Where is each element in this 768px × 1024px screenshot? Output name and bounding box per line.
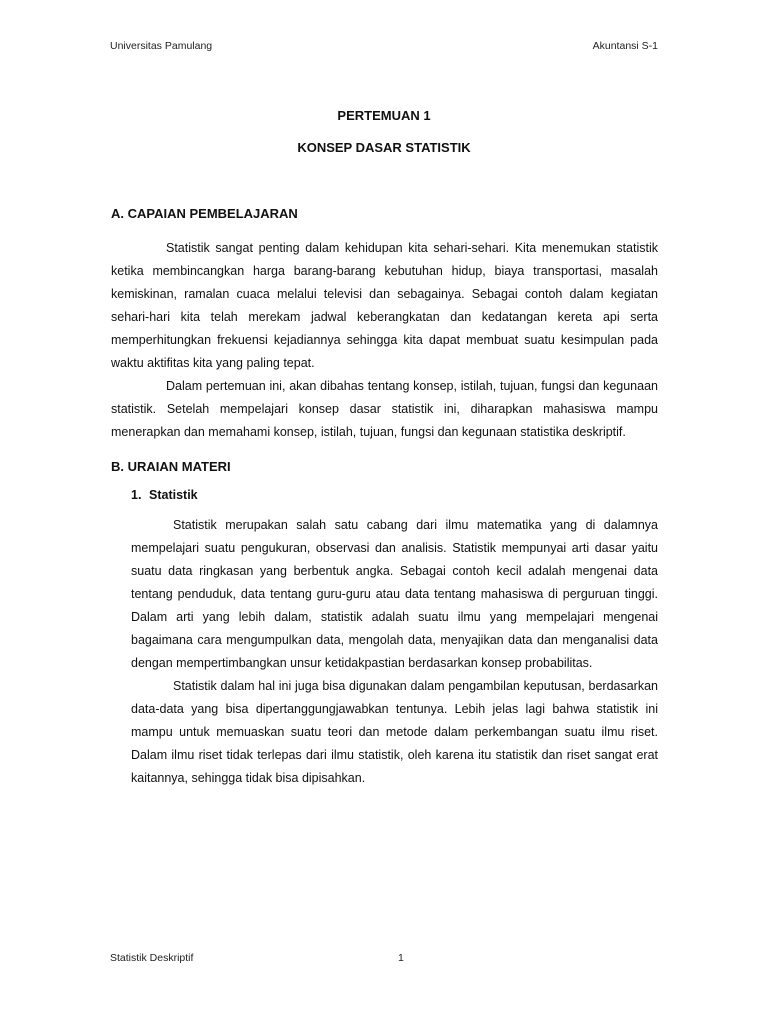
footer-course: Statistik Deskriptif xyxy=(110,952,194,964)
subsection-paragraph-1: Statistik merupakan salah satu cabang dari ilmu matematika yang di dalamnya mempelajari suatu pengukuran, observasi dan analisis. Statistik mempunyai arti dasar yaitu suatu data ringkasan yang berbentuk angka. Sebagai contoh kecil adalah mengenai data tentang penduduk, data tentang guru-guru atau data tentang mahasiswa di perguruan tinggi. Dalam arti yang lebih dalam, statistik adalah suatu ilmu yang mempelajari mengenai bagaimana cara mengumpulkan data, mengolah data, menyajikan data dan menganalisi data dengan mempertimbangkan unsur ketidakpastian berdasarkan konsep probabilitas. xyxy=(131,518,658,670)
header-university: Universitas Pamulang xyxy=(110,40,213,52)
topic-title: KONSEP DASAR STATISTIK xyxy=(297,140,471,155)
section-a-paragraph-1: Statistik sangat penting dalam kehidupan kita sehari-sehari. Kita menemukan statistik ketika membincangkan harga barang-barang kebutuhan hidup, biaya transportasi, masalah kemiskinan, ramalan cuaca melalui televisi dan sebagainya. Sebagai contoh dalam kegiatan sehari-hari kita telah merekam jadwal keberangkatan dan kedatangan kereta api serta memperhitungkan frekuensi kejadiannya sehingga kita dapat membuat suatu kesimpulan pada waktu aktifitas kita yang paling tepat. xyxy=(111,241,658,370)
section-b-heading: B. URAIAN MATERI xyxy=(111,459,231,474)
header-program: Akuntansi S-1 xyxy=(592,40,658,52)
page-footer xyxy=(110,952,658,964)
page-number: 1 xyxy=(398,952,404,964)
section-a-paragraph-2: Dalam pertemuan ini, akan dibahas tentang konsep, istilah, tujuan, fungsi dan kegunaan statistik. Setelah mempelajari konsep dasar statistik ini, diharapkan mahasiswa mampu menerapkan dan memahami konsep, istilah, tujuan, fungsi dan kegunaan statistika deskriptif. xyxy=(111,379,658,439)
subsection-paragraph-2: Statistik dalam hal ini juga bisa digunakan dalam pengambilan keputusan, berdasarkan data-data yang bisa dipertanggungjawabkan tentunya. Lebih jelas lagi bahwa statistik ini mampu untuk memuaskan suatu teori dan metode dalam perkembangan suatu ilmu riset. Dalam ilmu riset tidak terlepas dari ilmu statistik, oleh karena itu statistik dan riset sangat erat kaitannya, sehingga tidak bisa dipisahkan. xyxy=(131,679,658,785)
title-block xyxy=(0,108,768,155)
document-body xyxy=(111,205,658,790)
page-header xyxy=(110,40,658,52)
section-a-heading: A. CAPAIAN PEMBELAJARAN xyxy=(111,206,298,221)
subsection-statistik xyxy=(131,487,658,790)
subsection-heading xyxy=(131,487,658,504)
subsection-number: 1. xyxy=(131,488,142,502)
subsection-title: Statistik xyxy=(149,488,198,502)
meeting-title: PERTEMUAN 1 xyxy=(337,108,431,123)
